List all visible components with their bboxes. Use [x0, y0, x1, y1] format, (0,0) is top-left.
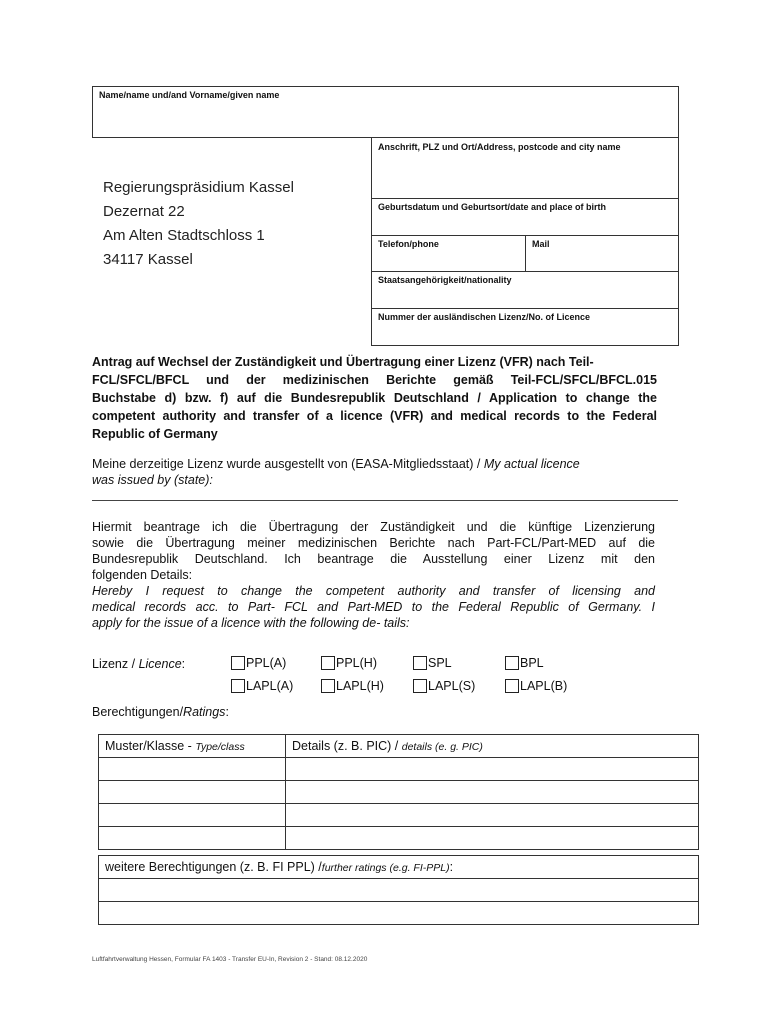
- request-en-3: apply for the issue of a licence with the following de- tails:: [92, 616, 410, 630]
- recipient-line-2: Dezernat 22: [103, 203, 185, 220]
- checkbox-label-spl: SPL: [428, 656, 452, 670]
- further-ratings-header: [99, 856, 699, 879]
- further-rating-cell[interactable]: [99, 879, 699, 902]
- licence-label: [92, 656, 185, 672]
- request-en-1: Hereby I request to change the competent authority and transfer of licensing and: [92, 584, 655, 598]
- recipient-line-3: Am Alten Stadtschloss 1: [103, 227, 265, 244]
- ratings-header-details-de: Details (z. B. PIC) /: [292, 739, 402, 753]
- licence-number-field-label: Nummer der ausländischen Lizenz/No. of Licence: [378, 312, 591, 322]
- ratings-label-en: Ratings: [183, 705, 226, 719]
- ratings-label: [92, 704, 229, 720]
- request-en-2: medical records acc. to Part- FCL and Part-MED to the Federal Republic of Germany. I: [92, 600, 655, 614]
- further-rating-cell[interactable]: [99, 902, 699, 925]
- checkbox-spl[interactable]: [413, 656, 427, 670]
- recipient-line-4: 34117 Kassel: [103, 251, 193, 268]
- checkbox-ppl-a[interactable]: [231, 656, 245, 670]
- checkbox-label-lapl-a: LAPL(A): [246, 679, 294, 693]
- request-de-4: folgenden Details:: [92, 568, 193, 582]
- rating-details-cell[interactable]: [286, 827, 699, 850]
- checkbox-lapl-s[interactable]: [413, 679, 427, 693]
- heading-line-2: FCL/SFCL/BFCL und der medizinischen Berichte gemäß Teil-FCL/SFCL/BFCL.015: [92, 373, 657, 387]
- checkbox-label-lapl-h: LAPL(H): [336, 679, 384, 693]
- issued-by-text: [92, 456, 672, 488]
- table-row: [99, 781, 699, 804]
- checkbox-lapl-b[interactable]: [505, 679, 519, 693]
- ratings-label-colon: :: [225, 705, 229, 719]
- issued-by-en-2: was issued by (state):: [92, 473, 213, 487]
- table-row: [99, 758, 699, 781]
- table-row: [99, 902, 699, 925]
- heading-line-5: Republic of Germany: [92, 427, 218, 441]
- recipient-line-1: Regierungspräsidium Kassel: [103, 179, 294, 196]
- address-field[interactable]: [371, 137, 679, 199]
- request-de-2: sowie die Übertragung meiner medizinischen Berichte nach Part-FCL/Part-MED auf die: [92, 536, 655, 550]
- phone-field-label: Telefon/phone: [378, 239, 439, 249]
- checkbox-label-ppl-h: PPL(H): [336, 656, 377, 670]
- ratings-table: [98, 734, 699, 850]
- licence-label-colon: :: [181, 657, 186, 671]
- checkbox-label-lapl-b: LAPL(B): [520, 679, 568, 693]
- rating-details-cell[interactable]: [286, 758, 699, 781]
- checkbox-ppl-h[interactable]: [321, 656, 335, 670]
- heading-line-4: competent authority and transfer of a licence (VFR) and medical records to the Federal: [92, 409, 657, 423]
- checkbox-label-bpl: BPL: [520, 656, 544, 670]
- nationality-field-label: Staatsangehörigkeit/nationality: [378, 275, 512, 285]
- issued-by-input-line[interactable]: [92, 500, 678, 501]
- rating-type-cell[interactable]: [99, 827, 286, 850]
- ratings-header-type: [99, 735, 286, 758]
- form-footer: Luftfahrtverwaltung Hessen, Formular FA 1403 - Transfer EU-In, Revision 2 - Stand: 08.12.2020: [92, 956, 368, 963]
- table-row: [99, 879, 699, 902]
- rating-type-cell[interactable]: [99, 758, 286, 781]
- nationality-field[interactable]: [371, 271, 679, 309]
- ratings-header-row: [99, 735, 699, 758]
- address-field-label: Anschrift, PLZ und Ort/Address, postcode and city name: [378, 142, 621, 152]
- table-row: [99, 804, 699, 827]
- heading-line-1: Antrag auf Wechsel der Zuständigkeit und Übertragung einer Lizenz (VFR) nach Teil-: [92, 355, 594, 369]
- mail-field[interactable]: [525, 235, 679, 272]
- name-field[interactable]: [92, 86, 679, 138]
- mail-field-label: Mail: [532, 239, 550, 249]
- request-de-1: Hiermit beantrage ich die Übertragung der Zuständigkeit und die künftige Lizenzierung: [92, 520, 655, 534]
- ratings-header-type-en: Type/class: [195, 741, 245, 753]
- checkbox-lapl-h[interactable]: [321, 679, 335, 693]
- further-ratings-header-colon: :: [449, 860, 454, 874]
- ratings-header-details-en: details (e. g. PIC): [401, 741, 483, 753]
- further-ratings-header-de: weitere Berechtigungen (z. B. FI PPL) /: [105, 860, 322, 874]
- further-ratings-table: [98, 855, 699, 925]
- ratings-header-details: [286, 735, 699, 758]
- rating-details-cell[interactable]: [286, 804, 699, 827]
- checkbox-lapl-a[interactable]: [231, 679, 245, 693]
- issued-by-en-1: My actual licence: [483, 457, 580, 471]
- further-ratings-header-row: [99, 856, 699, 879]
- checkbox-bpl[interactable]: [505, 656, 519, 670]
- licence-number-field[interactable]: [371, 308, 679, 346]
- birth-field[interactable]: [371, 198, 679, 236]
- ratings-label-de: Berechtigungen/: [92, 705, 184, 719]
- rating-details-cell[interactable]: [286, 781, 699, 804]
- form-heading: [92, 353, 657, 443]
- ratings-header-type-de: Muster/Klasse -: [105, 739, 196, 753]
- licence-label-de: Lizenz /: [92, 657, 139, 671]
- heading-line-3: Buchstabe d) bzw. f) auf die Bundesrepublik Deutschland / Application to change the: [92, 391, 657, 405]
- name-field-label: Name/name und/and Vorname/given name: [99, 90, 280, 100]
- checkbox-label-ppl-a: PPL(A): [246, 656, 287, 670]
- rating-type-cell[interactable]: [99, 804, 286, 827]
- birth-field-label: Geburtsdatum und Geburtsort/date and place of birth: [378, 202, 607, 212]
- rating-type-cell[interactable]: [99, 781, 286, 804]
- request-de-3: Bundesrepublik Deutschland. Ich beantrage die Ausstellung einer Lizenz mit den: [92, 552, 655, 566]
- checkbox-label-lapl-s: LAPL(S): [428, 679, 476, 693]
- table-row: [99, 827, 699, 850]
- issued-by-de: Meine derzeitige Lizenz wurde ausgestellt von (EASA-Mitgliedsstaat) /: [92, 457, 484, 471]
- further-ratings-header-en: further ratings (e.g. FI-PPL): [321, 862, 450, 874]
- phone-field[interactable]: [371, 235, 526, 272]
- licence-label-en: Licence: [138, 657, 182, 671]
- request-text: [92, 519, 655, 631]
